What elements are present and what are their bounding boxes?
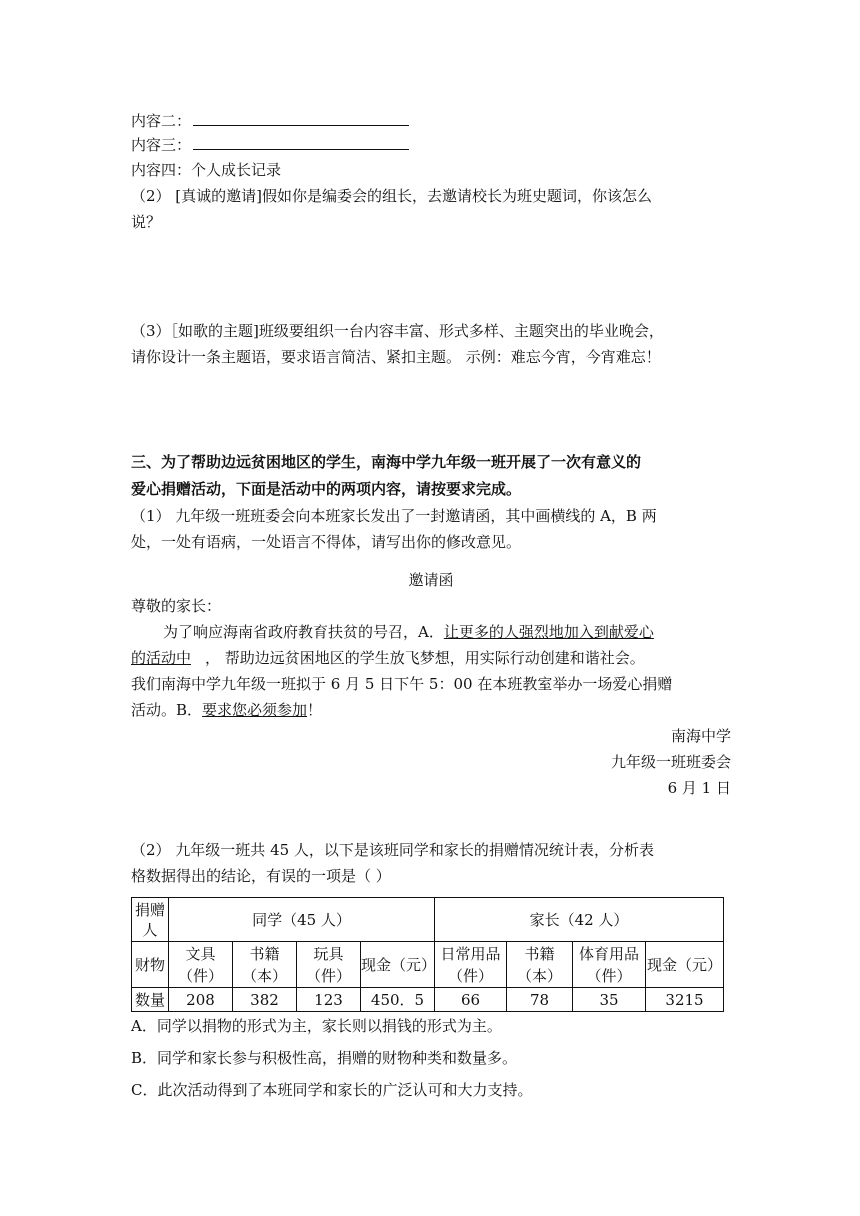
section3-q1-line1: （1） 九年级一班班委会向本班家长发出了一封邀请函，其中画横线的 A，B 两	[131, 507, 657, 525]
item-cell: 现金（元）	[646, 942, 724, 988]
question-3-line1: （3）［如歌的主题]班级要组织一台内容丰富、形式多样、主题突出的毕业晚会，	[131, 322, 664, 340]
count-cell: 382	[233, 988, 297, 1012]
count-cell: 35	[573, 988, 646, 1012]
content4-text: 内容四：个人成长记录	[131, 161, 282, 179]
content2-row	[131, 110, 409, 132]
count-cell: 66	[435, 988, 507, 1012]
header-donor: 捐赠人	[132, 898, 169, 942]
letter-paragraph-line1	[163, 621, 654, 643]
header-count: 数量	[132, 988, 169, 1012]
table-header-row	[132, 898, 724, 942]
letter-date: 6 月 1 日	[667, 779, 731, 797]
item-cell: 文具 （件）	[169, 942, 233, 988]
item-cell: 书籍 （本）	[233, 942, 297, 988]
section3-heading-line2: 爱心捐赠活动，下面是活动中的两项内容，请按要求完成。	[131, 480, 522, 498]
letter-salutation: 尊敬的家长：	[131, 597, 222, 615]
count-cell: 78	[507, 988, 573, 1012]
section3-q2-line1: （2） 九年级一班共 45 人，以下是该班同学和家长的捐赠情况统计表，分析表	[131, 841, 654, 859]
letter-p4-pre: 活动。B．	[131, 701, 203, 719]
letter-sign-school: 南海中学	[670, 727, 731, 745]
donation-stats-table	[131, 897, 724, 1012]
count-cell: 123	[297, 988, 361, 1012]
option-b[interactable]: B．同学和家长参与积极性高，捐赠的财物种类和数量多。	[131, 1049, 518, 1067]
letter-paragraph-line4	[131, 699, 322, 721]
table-count-row	[132, 988, 724, 1012]
option-c[interactable]: C．此次活动得到了本班同学和家长的广泛认可和大力支持。	[131, 1081, 533, 1099]
underline-a-part2: 的活动中	[131, 649, 192, 667]
header-items: 财物	[132, 942, 169, 988]
item-cell: 日常用品 （件）	[435, 942, 507, 988]
item-cell: 书籍 （本）	[507, 942, 573, 988]
letter-paragraph-line2	[131, 647, 645, 669]
content3-label: 内容三：	[131, 136, 192, 154]
content3-blank[interactable]	[193, 134, 409, 150]
count-cell: 208	[169, 988, 233, 1012]
question-3-line2: 请你设计一条主题语，要求语言简洁、紧扣主题。 示例：难忘今宵，今宵难忘！	[131, 348, 661, 366]
underline-b: 要求您必须参加	[202, 701, 308, 719]
item-cell: 现金（元）	[361, 942, 435, 988]
section3-q2-line2: 格数据得出的结论，有误的一项是（ ）	[131, 867, 391, 885]
letter-paragraph-line3: 我们南海中学九年级一班拟于 6 月 5 日下午 5：00 在本班教室举办一场爱心捐赠	[131, 675, 673, 693]
header-students: 同学（45 人）	[169, 898, 435, 942]
content3-row	[131, 134, 409, 156]
item-cell: 体育用品 （件）	[573, 942, 646, 988]
item-cell: 玩具 （件）	[297, 942, 361, 988]
letter-title: 邀请函	[408, 571, 454, 589]
count-cell: 3215	[646, 988, 724, 1012]
count-cell: 450．5	[361, 988, 435, 1012]
letter-p1-pre: 为了响应海南省政府教育扶贫的号召，A．	[163, 623, 444, 641]
letter-p4-post: ！	[307, 701, 323, 719]
content2-blank[interactable]	[193, 110, 409, 126]
section3-heading-line1: 三、为了帮助边远贫困地区的学生，南海中学九年级一班开展了一次有意义的	[131, 453, 642, 471]
question-2-line2: 说？	[131, 213, 162, 231]
content2-label: 内容二：	[131, 112, 192, 130]
letter-p2-post: ， 帮助边远贫困地区的学生放飞梦想，用实际行动创建和谐社会。	[205, 649, 645, 667]
section3-q1-line2: 处，一处有语病，一处语言不得体，请写出你的修改意见。	[131, 533, 522, 551]
header-parents: 家长（42 人）	[435, 898, 724, 942]
letter-sign-committee: 九年级一班班委会	[610, 753, 731, 771]
underline-a-part1: 让更多的人强烈地加入到献爱心	[443, 623, 654, 641]
table-items-row	[132, 942, 724, 988]
option-a[interactable]: A．同学以捐物的形式为主，家长则以捐钱的形式为主。	[131, 1017, 502, 1035]
question-2-line1: （2） [真诚的邀请]假如你是编委会的组长，去邀请校长为班史题词，你该怎么	[131, 187, 653, 205]
